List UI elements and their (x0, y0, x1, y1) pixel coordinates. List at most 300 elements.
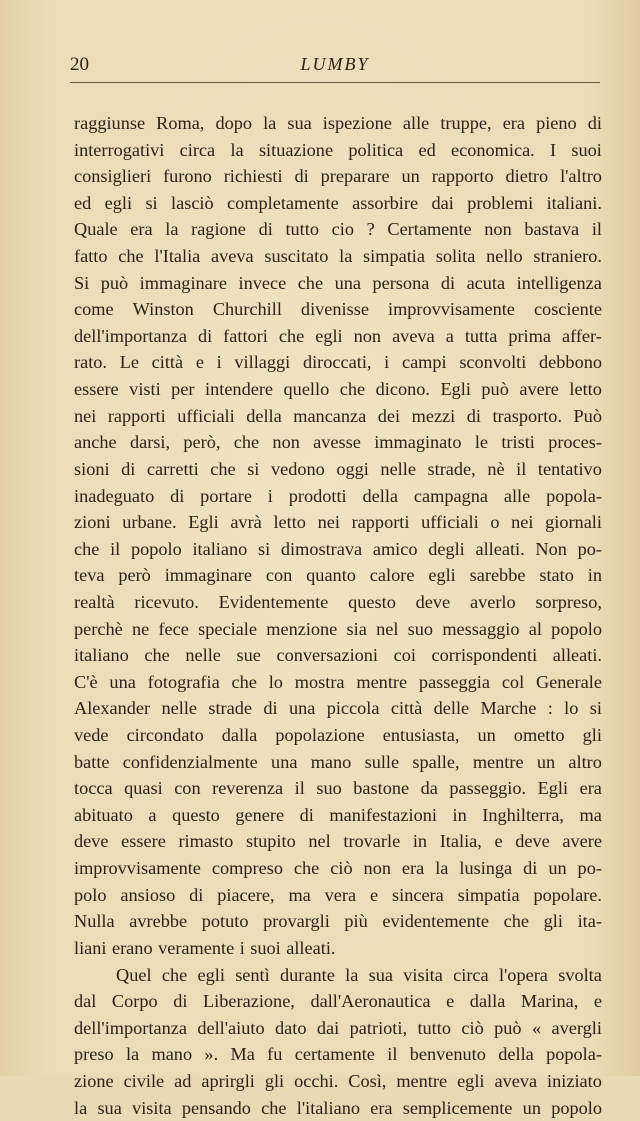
word: truppe, (440, 113, 492, 133)
word: Quel (116, 964, 152, 985)
word: per (171, 379, 195, 400)
word: perchè (74, 618, 123, 639)
word: avere (562, 831, 602, 852)
word: assorbire (352, 192, 419, 213)
word: Italia, (439, 831, 482, 852)
word: questo (348, 591, 396, 612)
word: ansioso (120, 884, 176, 905)
text-line (74, 456, 602, 483)
word: essere (74, 379, 119, 400)
word: ragione (191, 219, 246, 240)
word: i (216, 352, 222, 373)
word: era (502, 113, 526, 133)
text-line (74, 323, 602, 350)
text-line (74, 243, 602, 270)
paragraph-first-line (74, 962, 602, 989)
word: la (125, 1044, 140, 1065)
word: mezzi (411, 405, 456, 426)
word: ? (366, 219, 375, 240)
word: semplicemente (402, 1097, 513, 1118)
word: l'opera (498, 964, 548, 985)
word: egli (457, 1070, 485, 1091)
word: una (109, 671, 136, 692)
word: con (265, 565, 293, 586)
word: ispezione (322, 113, 392, 133)
word: egli (315, 325, 343, 346)
paragraph-last-line (74, 935, 602, 962)
word: sentì (235, 964, 270, 985)
word: potuto (201, 911, 249, 932)
word: e (593, 991, 602, 1012)
text-line (74, 695, 602, 722)
word: degli (428, 538, 465, 559)
word: Ma (230, 1044, 255, 1065)
word: sorpreso, (535, 591, 602, 612)
word: Non (535, 538, 567, 559)
word: che (210, 458, 236, 479)
word: ufficiali (421, 512, 479, 533)
word: deve (515, 831, 550, 852)
word: dopo (215, 113, 253, 133)
text-line (74, 616, 602, 643)
word: di (189, 884, 204, 905)
word: i (267, 485, 273, 506)
word: popolare. (533, 884, 602, 905)
word: lo (268, 671, 283, 692)
word: po- (577, 538, 602, 559)
word: ed (74, 192, 92, 213)
word: quello (283, 379, 330, 400)
word: il (591, 219, 602, 240)
text-line (74, 562, 602, 589)
word: aprirgli (201, 1070, 255, 1091)
text-line (74, 828, 602, 855)
word: dei (377, 405, 401, 426)
word: divenisse (300, 299, 369, 320)
word: si (247, 458, 260, 479)
word: erano (111, 937, 153, 958)
word: immaginare (164, 565, 252, 586)
word: Si (74, 272, 90, 293)
word: ». (204, 1044, 219, 1065)
word: di (197, 325, 213, 346)
running-head: LUMBY (300, 54, 370, 74)
word: gli (264, 1070, 285, 1091)
word: italiano (192, 538, 248, 559)
word: era (370, 1097, 393, 1118)
word: ne (131, 618, 150, 639)
word: dalla (221, 725, 258, 746)
word: dell'aiuto (197, 1017, 265, 1038)
word: egli (197, 964, 225, 985)
text-line (74, 163, 602, 190)
word: zione (74, 1070, 114, 1091)
word: mano (151, 1044, 193, 1065)
word: dell'importanza (74, 1017, 187, 1038)
word: suoi (571, 139, 602, 160)
text-line (74, 589, 602, 616)
word: campi (401, 352, 447, 373)
word: più (344, 911, 368, 932)
word: dal (74, 991, 97, 1012)
word: fece (158, 618, 189, 639)
word: Generale (535, 671, 602, 692)
word: Winston (132, 299, 194, 320)
word: nelle (380, 458, 416, 479)
word: può (494, 1017, 522, 1038)
word: da (420, 778, 438, 799)
word: Certamente (387, 219, 472, 240)
word: o (490, 512, 500, 533)
word: non (353, 325, 382, 346)
word: benvenuto (409, 1044, 486, 1065)
word: Così, (348, 1070, 387, 1091)
word: e (195, 352, 204, 373)
text-line (74, 1015, 602, 1042)
word: e (370, 884, 379, 905)
word: Marina, (520, 991, 579, 1012)
word: calore (369, 565, 415, 586)
text-line (74, 882, 602, 909)
word: popolazione (275, 725, 365, 746)
word: popola- (546, 485, 602, 506)
word: di (523, 858, 538, 879)
word: di (587, 113, 602, 133)
word: fu (267, 1044, 283, 1065)
word: non (272, 432, 300, 453)
word: durante (280, 964, 335, 985)
word: averlo (469, 591, 516, 612)
word: realtà (74, 591, 115, 612)
word: alleati. (552, 645, 602, 666)
word: aveva (494, 1070, 538, 1091)
word: Può (573, 405, 602, 426)
word: che (231, 671, 257, 692)
word: popolo (551, 618, 602, 639)
word: nelle (185, 645, 221, 666)
word: di (258, 219, 273, 240)
word: corrispondenti (431, 645, 538, 666)
word: sconvolti (459, 352, 527, 373)
word: certamente (294, 1044, 375, 1065)
word: speciale (198, 618, 257, 639)
word: fatto (74, 246, 108, 267)
word: Inghilterra, (482, 804, 565, 825)
word: alleati. (475, 538, 525, 559)
word: di (173, 991, 188, 1012)
word: sarebbe (469, 565, 526, 586)
word: letto (569, 379, 602, 400)
word: furono (163, 166, 212, 187)
word: reverenza (212, 778, 284, 799)
word: nei (317, 512, 340, 533)
word: tutta (464, 325, 498, 346)
word: abituato (74, 804, 133, 825)
word: di (121, 458, 136, 479)
word: dai (316, 1017, 340, 1038)
word: lo (564, 698, 579, 719)
word: dimostrava (280, 538, 363, 559)
word: deve (415, 591, 451, 612)
word: Corpo (111, 991, 158, 1012)
text-line (74, 296, 602, 323)
word: campagna (413, 485, 488, 506)
word: entusiasta, (382, 725, 460, 746)
word: può (100, 272, 129, 293)
word: alleati. (286, 937, 336, 958)
word: i (239, 937, 245, 958)
word: una (288, 698, 316, 719)
word: occhi. (294, 1070, 339, 1091)
word: tutto (417, 1017, 451, 1038)
word: polo (74, 884, 107, 905)
word: che (261, 1097, 287, 1118)
word: improvvisamente (74, 858, 201, 879)
word: diroccati, (302, 352, 372, 373)
word: quasi (124, 778, 163, 799)
word: italiani. (546, 192, 602, 213)
word: lusinga (459, 858, 513, 879)
word: completamente (227, 192, 339, 213)
word: interrogativi (74, 139, 165, 160)
text-line (74, 642, 602, 669)
word: mentre (472, 751, 524, 772)
word: straniero. (533, 246, 602, 267)
word: avere (519, 379, 559, 400)
word: carretti (146, 458, 199, 479)
word: col (501, 671, 525, 692)
word: una (334, 272, 361, 293)
text-line (74, 270, 602, 297)
word: preparare (320, 166, 390, 187)
word: pensando (181, 1097, 251, 1118)
word: sincera (392, 884, 444, 905)
word: di (170, 485, 185, 506)
word: messaggio (442, 618, 520, 639)
word: Egli (537, 778, 569, 799)
word: l'Italia (154, 246, 201, 267)
word: sioni (74, 458, 110, 479)
word: alle (503, 485, 531, 506)
word: passeggio. (449, 778, 527, 799)
word: iniziato (547, 1070, 602, 1091)
word: sua (287, 113, 312, 133)
text-line (74, 190, 602, 217)
word: batte (74, 751, 110, 772)
word: che (278, 325, 305, 346)
word: vede (74, 725, 109, 746)
word: Quale (74, 219, 118, 240)
word: tocca (74, 778, 113, 799)
word: dall'Aeronautica (310, 991, 431, 1012)
word: raggiunse (74, 113, 146, 133)
word: la (339, 246, 353, 267)
word: si (145, 192, 158, 213)
word: la (263, 113, 277, 133)
word: tristi (501, 432, 535, 453)
word: Egli (440, 379, 471, 400)
word: della (498, 1044, 534, 1065)
word: mentre (396, 1070, 448, 1091)
word: prima (508, 325, 551, 346)
word: avesse (313, 432, 361, 453)
word: giornali (545, 512, 602, 533)
text-line (74, 483, 602, 510)
word: Liberazione, (203, 991, 295, 1012)
word: Egli (188, 512, 219, 533)
word: la (345, 964, 359, 985)
word: di (294, 166, 309, 187)
text-line (74, 988, 602, 1015)
word: rapporti (107, 405, 166, 426)
word: ricevuto. (134, 591, 199, 612)
word: problemi (467, 192, 534, 213)
word: evidentemente (382, 911, 489, 932)
word: spalle, (412, 751, 460, 772)
word: al (528, 618, 542, 639)
page-header (70, 50, 600, 83)
word: sua (97, 1097, 122, 1118)
word: l'italiano (296, 1097, 360, 1118)
word: piccola (326, 698, 380, 719)
word: politica (348, 139, 404, 160)
word: la (165, 219, 179, 240)
word: C'è (74, 671, 98, 692)
word: richiesti (223, 166, 283, 187)
word: ciò (330, 858, 353, 879)
word: zioni (74, 512, 111, 533)
word: immaginare (139, 272, 227, 293)
text-line (74, 429, 602, 456)
word: a (148, 804, 157, 825)
word: italiano (74, 645, 129, 666)
word: trasporto. (492, 405, 563, 426)
word: nel (376, 618, 399, 639)
word: menzione (266, 618, 338, 639)
word: in (412, 831, 428, 852)
word: rato. (74, 352, 107, 373)
word: può (481, 379, 509, 400)
word: che (503, 911, 529, 932)
word: visti (129, 379, 161, 400)
word: che (161, 964, 188, 985)
word: oggi (336, 458, 369, 479)
word: il (387, 1044, 398, 1065)
word: passeggia (418, 671, 490, 692)
word: era (579, 778, 602, 799)
word: Alexander (74, 698, 151, 719)
word: a (445, 325, 454, 346)
word: Churchill (212, 299, 282, 320)
word: « (531, 1017, 542, 1038)
word: alle (402, 113, 430, 133)
word: urbane. (122, 512, 177, 533)
word: che (297, 272, 324, 293)
word: rimasto (178, 831, 234, 852)
word: cio (331, 219, 354, 240)
word: Evidentemente (218, 591, 329, 612)
word: che (339, 379, 366, 400)
word: nè (487, 458, 505, 479)
text-line (74, 855, 602, 882)
word: la (230, 139, 244, 160)
word: ad (174, 1070, 192, 1091)
word: preso (74, 1044, 114, 1065)
word: circa (453, 964, 489, 985)
word: città (390, 698, 423, 719)
word: trovarle (343, 831, 401, 852)
text-line (74, 137, 602, 164)
word: di (263, 698, 278, 719)
word: la (435, 858, 449, 879)
word: genere (235, 804, 285, 825)
word: strade (208, 698, 253, 719)
word: e (446, 991, 455, 1012)
word: essere (121, 831, 166, 852)
word: simpatia (457, 884, 520, 905)
word: nello (486, 246, 523, 267)
word: ciò (461, 1017, 484, 1038)
text-line (74, 1095, 602, 1121)
word: gli (543, 911, 563, 932)
word: nei (74, 405, 97, 426)
word: nelle (161, 698, 198, 719)
word: il (294, 778, 305, 799)
text-line (74, 669, 602, 696)
word: avrebbe (129, 911, 188, 932)
word: gli (582, 725, 602, 746)
word: le (474, 432, 489, 453)
word: dicono. (375, 379, 430, 400)
word: mentre (356, 671, 408, 692)
word: ma (579, 804, 602, 825)
text-line (74, 536, 602, 563)
word: avergli (551, 1017, 602, 1038)
word: una (271, 751, 298, 772)
word: fattori (223, 325, 268, 346)
word: non (363, 858, 391, 879)
word: circa (179, 139, 216, 160)
word: suo (407, 618, 434, 639)
word: Nulla (74, 911, 115, 932)
word: il (110, 538, 121, 559)
word: che (233, 432, 260, 453)
word: però (118, 565, 151, 586)
word: si (589, 698, 602, 719)
word: sulle (364, 751, 400, 772)
word: in (452, 804, 467, 825)
word: teva (74, 565, 105, 586)
word: come (74, 299, 114, 320)
word: vera (324, 884, 357, 905)
word: bastone (353, 778, 410, 799)
word: era (130, 219, 153, 240)
word: l'altro (560, 166, 602, 187)
text-line (74, 775, 602, 802)
word: della (246, 405, 282, 426)
text-line (74, 802, 602, 829)
word: che (144, 645, 170, 666)
word: che (74, 538, 100, 559)
word: portare (200, 485, 252, 506)
word: anche (74, 432, 117, 453)
word: visita (132, 1097, 172, 1118)
word: affer- (561, 325, 602, 346)
text-line (74, 908, 602, 935)
word: situazione (258, 139, 334, 160)
word: dietro (505, 166, 549, 187)
page-number: 20 (70, 54, 89, 75)
